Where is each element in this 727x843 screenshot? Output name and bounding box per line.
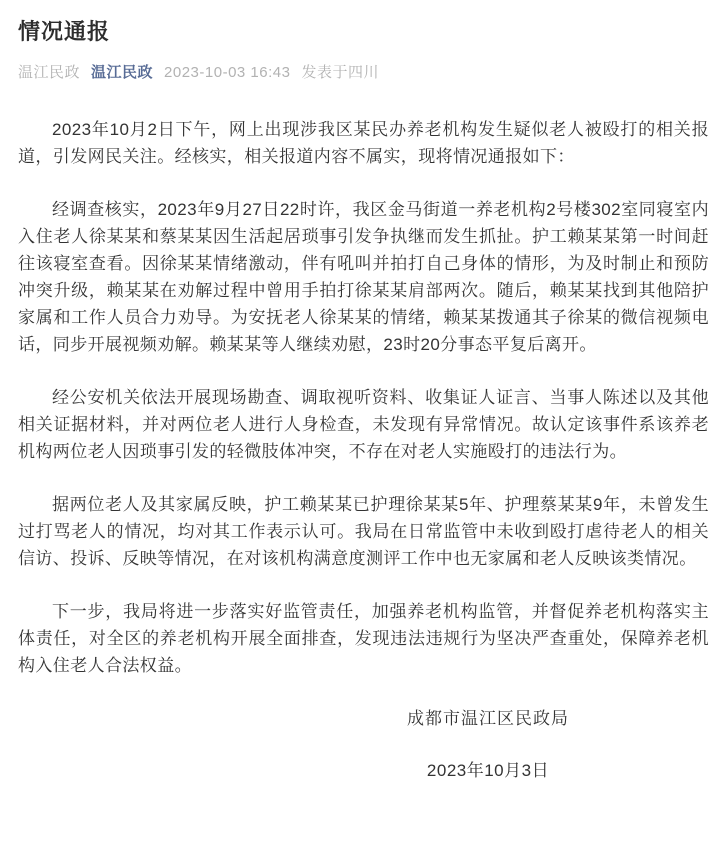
article-paragraph: 2023年10月2日下午，网上出现涉我区某民办养老机构发生疑似老人被殴打的相关报道，引发网民关注。经核实，相关报道内容不属实，现将情况通报如下： (18, 120, 709, 166)
byline-author: 温江民政 (18, 64, 81, 81)
article-paragraph: 据两位老人及其家属反映，护工赖某某已护理徐某某5年、护理蔡某某9年，未曾发生过打骂老人的情况，均对其工作表示认可。我局在日常监管中未收到殴打虐待老人的相关信访、投诉、反映等情况，在对该机构满意度测评工作中也无家属和老人反映该类情况。 (18, 495, 709, 568)
byline (18, 62, 709, 83)
signature-date: 2023年10月3日 (426, 761, 550, 780)
article-title: 情况通报 (18, 19, 111, 44)
byline-location: 发表于四川 (301, 64, 379, 81)
article-paragraph: 经调查核实，2023年9月27日22时许，我区金马街道一养老机构2号楼302室同寝室内入住老人徐某某和蔡某某因生活起居琐事引发争执继而发生抓扯。护工赖某某第一时间赶往该寝室查看。因徐某某情绪激动，伴有吼叫并拍打自己身体的情形，为及时制止和预防冲突升级，赖某某在劝解过程中曾用手拍打徐某某肩部两次。随后，赖某某找到其他陪护家属和工作人员合力劝导。为安抚老人徐某某的情绪，赖某某拨通其子徐某的微信视频电话，同步开展视频劝解。赖某某等人继续劝慰，23时20分事态平复后离开。 (18, 200, 709, 354)
byline-account-link[interactable]: 温江民政 (91, 64, 154, 81)
article-paragraph: 经公安机关依法开展现场勘查、调取视听资料、收集证人证言、当事人陈述以及其他相关证据材料，并对两位老人进行人身检查，未发现有异常情况。故认定该事件系该养老机构两位老人因琐事引发的轻微肢体冲突，不存在对老人实施殴打的违法行为。 (18, 388, 709, 461)
article-paragraph: 下一步，我局将进一步落实好监管责任，加强养老机构监管，并督促养老机构落实主体责任，对全区的养老机构开展全面排查，发现违法违规行为坚决严查重处，保障养老机构入住老人合法权益。 (18, 602, 709, 675)
signature-block (407, 705, 569, 784)
article-body (18, 116, 709, 679)
signature-org: 成都市温江区民政局 (407, 709, 569, 728)
byline-timestamp: 2023-10-03 16:43 (164, 64, 291, 81)
